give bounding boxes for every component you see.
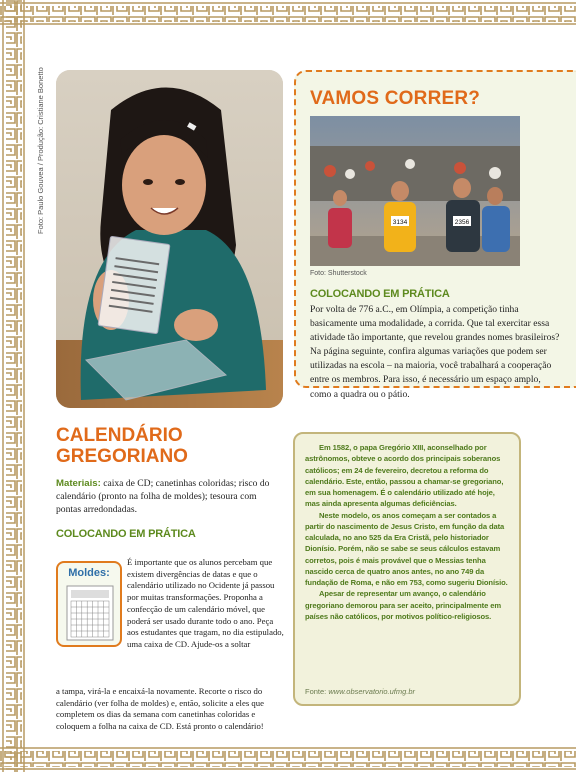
- photo-girl-with-calendar: [56, 70, 283, 408]
- photo-credit-shutterstock: Foto: Shutterstock: [310, 270, 367, 277]
- greek-key-border-left: [0, 0, 26, 772]
- gregorio-paragraph-3: Apesar de representar um avanço, o calendário gregoriano demorou para ser aceito, principalmente em países não católicos, por motivos político-religiosos.: [305, 589, 501, 621]
- source-label: Fonte:: [305, 687, 329, 696]
- correr-body-text: Por volta de 776 a.C., em Olímpia, a competição tinha basicamente uma modalidade, a corrida. Que tal exercitar essa atividade tão importante, que revelou grandes nomes brasileiros? Na página seguinte, confira algumas variações que podem ser utilizadas na escola – na maioria, você trabalhará a cooperação entre os membros. Para isso, é necessário um espaço amplo, como a quadra ou o pátio.: [310, 304, 560, 400]
- gregorio-paragraph-2: Neste modelo, os anos começam a ser contados a partir do nascimento de Jesus Cristo, em função da data calculada, no ano 525 da Era Cristã, pelo historiador Dionísio. Porém, não se sabe se seus cálculos estavam corretos, pois é mais provável que o Messias tenha nascido cerca de quatro anos antes, no ano 749 da fundação de Roma, e não em 753, como sugeriu Dionísio.: [305, 510, 508, 587]
- materiais-text: [56, 477, 284, 516]
- calendario-body-text-bottom: a tampa, virá-la e encaixá-la novamente. Recorte o risco do calendário (ver folha de moldes) e, então, solicite a eles que completem os dias da semana com canetinhas coloridas e coloquem a folha na caixa de CD. Está pronto o calendário!: [56, 686, 264, 732]
- source-link: www.observatorio.ufmg.br: [328, 687, 416, 696]
- moldes-label: Moldes:: [68, 567, 110, 579]
- calendar-icon: [66, 585, 114, 641]
- section-title-vamos-correr: VAMOS CORRER?: [310, 88, 481, 109]
- source-note: [305, 687, 415, 696]
- materiais-list: caixa de CD; canetinhas coloridas; risco do calendário (pronto na folha de moldes); tesoura com pontas arredondadas.: [56, 478, 270, 515]
- title-line-1: CALENDÁRIO: [56, 425, 183, 446]
- subtitle-colocando-em-pratica-correr: COLOCANDO EM PRÁTICA: [310, 288, 450, 300]
- photo-marathon-runners: [310, 116, 520, 266]
- gregorio-paragraph-1: Em 1582, o papa Gregório XIII, aconselhado por astrônomos, obteve o acordo dos principais soberanos católicos; em 24 de fevereiro, decretou a reforma do calendário. Este, então, passou a chamar-se gregoriano, em sua homenagem. É o calendário utilizado até hoje, mas ainda apresenta algumas deficiências.: [305, 443, 504, 509]
- bib-number-2: 2356: [454, 219, 470, 226]
- greek-key-border-bottom: [0, 746, 576, 772]
- section-title-calendario: [56, 425, 188, 467]
- subtitle-colocando-em-pratica-calendario: COLOCANDO EM PRÁTICA: [56, 528, 196, 540]
- materiais-label: Materiais:: [56, 478, 101, 489]
- photo-credit-side: Foto: Paulo Gouvea / Produção: Cristiane Bonetto: [36, 67, 45, 234]
- greek-key-border-top: [0, 0, 576, 26]
- title-line-2: GREGORIANO: [56, 446, 188, 467]
- bib-number-1: 3134: [392, 219, 408, 226]
- box-gregorio-history: [293, 432, 521, 706]
- calendario-body-text-top: É importante que os alunos percebam que existem divergências de datas e que o calendário utilizado no Ocidente já passou por muitas transformações. Proponha a confecção de um calendário móvel, que poderá ser usado durante todo o ano. Peça aos estudantes que tragam, no dia estipulado, uma caixa de CD. Ajude-os a soltar: [127, 557, 284, 649]
- panel-vamos-correr: [294, 70, 576, 400]
- moldes-box: [56, 561, 122, 647]
